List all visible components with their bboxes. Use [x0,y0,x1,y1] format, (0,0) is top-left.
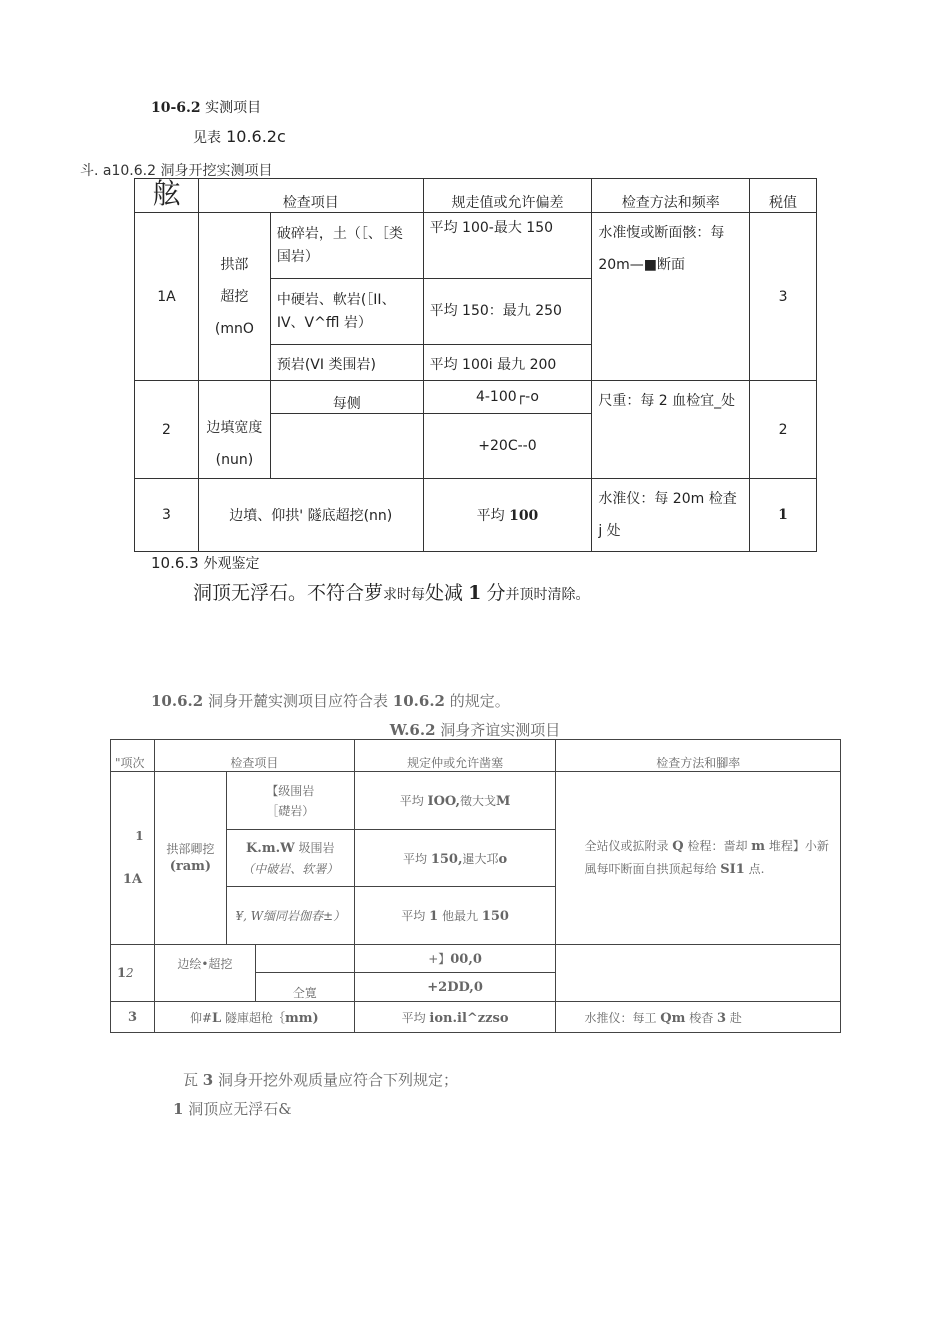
item-value: L [212,1010,222,1026]
row-item-line: 超挖 [220,288,249,305]
row-method-empty [556,945,841,1002]
method-text: 赴 [729,1010,742,1025]
caption-text: 洞身齐谊实测项目 [440,721,561,739]
row-number [111,945,155,1002]
row-subitem-line: 【级围岩 [266,783,315,798]
row-subitem-line: ［礎岩） [266,803,315,818]
row-item [154,1002,354,1033]
row-subitem: 中硬岩、軟岩(［II、IV、V^ffl 岩） [270,279,423,345]
section-number: 10-6.2 [151,100,201,116]
row-weight: 2 [750,381,817,479]
see-table-ref: 10.6.2c [226,127,286,146]
header-tolerance: 规走值或允许偏差 [423,179,592,213]
header-weight: 税值 [750,179,817,213]
method-text: 堆程】小新風每吓断面自拱顶起每给 [584,839,829,876]
row-tolerance [354,830,556,887]
row-number: 2 [135,381,199,479]
header-check-item: 检查项目 [198,179,423,213]
row-tolerance: 平均 100-最大 150 [423,213,592,279]
method-value: Q [672,839,684,854]
item-text: 隧庫超枪｛ [225,1010,286,1025]
tolerance-text: 他最九 [441,909,478,923]
intro-text: 洞身开麓实测项目应符合表 [207,692,388,710]
row-weight: 1 [750,479,817,552]
tolerance-value: IOO, [427,794,461,809]
row-tolerance [354,887,556,945]
row-item-line: 拱部卿挖 [166,842,215,856]
table-caption [0,719,950,740]
row-item-line: 拱部 [220,256,249,273]
row-tolerance [354,1002,556,1033]
row-tolerance: 平均 100i 最九 200 [423,345,592,381]
row-method [556,772,841,945]
tolerance-text: 平均 [402,851,427,866]
row-method: 水准愎或断面骸：每 20m—■断面 [592,213,750,381]
row-tolerance: 平均 150：最九 250 [423,279,592,345]
tolerance-text: 平均 [401,909,426,923]
row-subitem [226,772,354,830]
item-value: mm) [285,1010,319,1026]
subitem-value: K.m.W [246,840,295,856]
row-item [198,213,270,381]
method-value: 3 [717,1010,727,1026]
section-title: 实测项目 [205,100,262,116]
table-row [111,1002,841,1033]
row-tolerance: +2DD,0 [354,973,556,1002]
header-method: 检查方法和频率 [592,179,750,213]
row-number: 3 [135,479,199,552]
measurement-table-2 [110,739,841,1033]
table-intro [151,690,510,711]
tolerance-text: 徵大戈 [460,794,497,808]
row-item-line: (ram) [169,859,212,874]
header-check-item: 检查项目 [154,740,354,772]
header-tolerance: 规定仲或允许凿塞 [354,740,556,772]
tolerance-value: 1 [429,909,439,924]
tolerance-text: 暹大邛 [462,851,499,866]
tolerance-text: 平均 [401,1010,426,1025]
table-row [111,772,841,830]
row-item [154,772,226,945]
row-tolerance: +20C--0 [423,414,592,479]
row-item: 边墳、仰拱' 隧底超挖(nn) [198,479,423,552]
tolerance-value: 100 [509,508,539,524]
rule-text: 分 [486,582,506,604]
section-number: 10.6.3 [151,554,199,572]
intro-number: 10.6.2 [151,692,204,710]
intro-number: 10.6.2 [392,692,445,710]
header-method: 检查方法和腳率 [556,740,841,772]
intro-text: 瓦 [183,1071,199,1089]
tolerance-prefix: 平均 [476,508,505,524]
see-table-line [193,127,286,147]
tolerance-value: M [496,794,511,809]
row-number-sub: 2 [126,965,134,980]
row-number-top: 1 [135,829,144,843]
appearance-rule-item [173,1098,292,1119]
row-method [556,1002,841,1033]
item-text: 仰# [189,1010,213,1025]
method-value: SI1 [720,862,745,877]
row-item: 边绘•超挖 [154,945,255,1002]
row-subitem-empty [255,945,354,973]
tolerance-text: 平均 [399,794,424,808]
subitem-text: （中破岩、软署） [242,861,339,876]
row-method: 水淮仪：每 20m 检査 j 处 [592,479,750,552]
row-number: 3 [111,1002,155,1033]
method-value: Qm [660,1010,686,1026]
row-subitem-empty [270,414,423,479]
rule-text: 洞顶应无浮石& [188,1100,292,1118]
caption-number: W.6.2 [389,721,436,739]
method-text: 全站仪或拡附录 [584,839,669,853]
row-number [111,772,155,945]
row-method: 尺重：每 2 血检宜_处 [592,381,750,479]
rule-number: 1 [173,1100,184,1118]
table-header-row [111,740,841,772]
tolerance-value: o [498,851,508,867]
tolerance-value: 00,0 [450,952,482,967]
table-header-row [135,179,817,213]
rule-number: 1 [468,582,482,604]
row-number: 1A [135,213,199,381]
row-subitem: 每侧 [270,381,423,414]
method-text: 梭杳 [689,1010,714,1025]
rule-text: 洞顶无浮石。不符合萝 [193,582,384,604]
measurement-table [134,178,817,552]
row-tolerance [423,479,592,552]
row-subitem: 仝寛 [255,973,354,1002]
row-tolerance [354,772,556,830]
tolerance-value: ion.il^zzso [429,1010,509,1026]
appearance-intro [183,1069,458,1090]
method-text: 检程：嗇却 [687,839,748,853]
table-caption: 斗. a10.6.2 洞身开挖实测项目 [80,163,273,179]
tolerance-value: 150 [481,909,509,924]
row-item-line: (mnO [214,320,254,337]
intro-text: 洞身开挖外观质量应符合下列规定； [218,1071,459,1089]
row-weight: 3 [750,213,817,381]
row-tolerance: 4-100┌-o [423,381,592,414]
header-item-no: "项次 [111,740,155,772]
row-number-main: 1A [122,872,143,887]
row-subitem: 预岩(VI 类围岩) [270,345,423,381]
method-text: 点. [748,862,765,876]
intro-text: 的规定。 [449,692,510,710]
subitem-text: 圾围岩 [298,840,335,855]
table-row [135,479,817,552]
tolerance-text: +】 [428,952,451,966]
tolerance-value: 150, [430,851,463,867]
row-tolerance [354,945,556,973]
rule-text: 并顶时清除。 [505,587,590,603]
row-number-main: 1 [117,965,127,981]
intro-number: 3 [202,1071,214,1089]
row-subitem: 破碎岩，土（［、［类国岩） [270,213,423,279]
method-text: 水推仪：每工 [584,1010,657,1025]
method-value: m [751,839,766,854]
row-subitem [226,830,354,887]
header-item-no: 舷 [135,179,199,213]
see-table-text: 见表 [193,130,221,146]
table-row [135,381,817,414]
appearance-rule [193,578,589,605]
section-heading [151,97,261,117]
row-item: 边填宽度(nun) [198,381,270,479]
rule-text: 处减 [425,582,464,604]
section-heading [151,553,260,573]
table-row [111,945,841,973]
table-row [135,213,817,279]
rule-text: 求时每 [383,587,426,603]
row-subitem: ¥, W缅同岩伽春±） [226,887,354,945]
section-title: 外观鉴定 [203,556,260,572]
